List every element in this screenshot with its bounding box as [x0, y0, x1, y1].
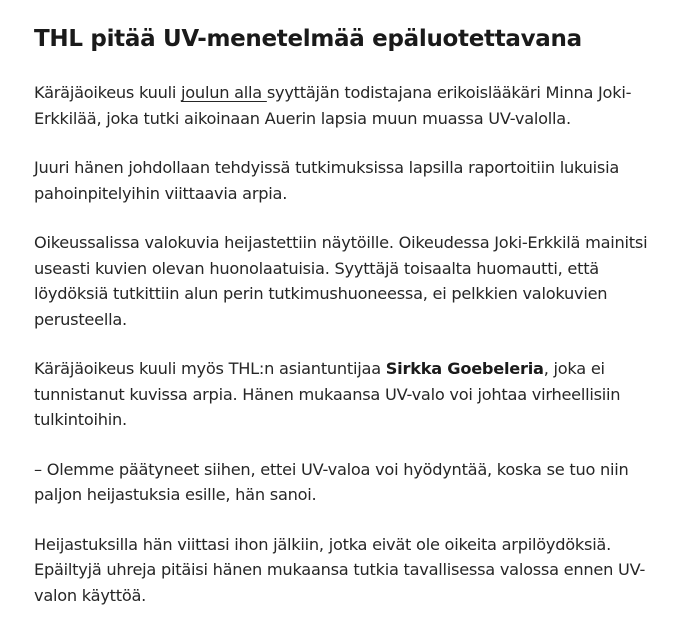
joulun-alla-link[interactable]: joulun alla	[181, 83, 267, 102]
expert-name: Sirkka Goebeleria	[385, 359, 544, 378]
quote-paragraph: – Olemme päätyneet siihen, ettei UV-valoa voi hyödyntää, koska se tuo niin paljon heijastuksia esille, hän sanoi.	[34, 459, 629, 504]
paragraph-3: Oikeussalissa valokuvia heijastettiin näytöille. Oikeudessa Joki-Erkkilä mainitsi useasti kuvien olevan huonolaatuisia. Syyttäjä toisaalta huomautti, että löydöksiä tutkittiin alun perin tutkimushuoneessa, ei pelkkien valokuvien perusteella.	[34, 233, 648, 329]
paragraph-2: Juuri hänen johdollaan tehdyissä tutkimuksissa lapsilla raportoitiin lukuisia pahoinpitelyihin viittaavia arpia.	[34, 158, 619, 203]
paragraph-1-text-start: Käräjäoikeus kuuli	[34, 83, 182, 102]
paragraph-1	[34, 80, 655, 131]
paragraph-4-text-start: Käräjäoikeus kuuli myös THL:n asiantuntijaa	[34, 359, 386, 378]
paragraph-4	[34, 356, 655, 433]
paragraph-1-text-end: syyttäjän todistajana erikoislääkäri Minna Joki-Erkkilää, joka tutki aikoinaan Auerin lapsia muun muassa UV-valolla.	[34, 83, 632, 128]
article-subheading: THL pitää UV-menetelmää epäluotettavana	[34, 26, 582, 52]
paragraph-6: Heijastuksilla hän viittasi ihon jälkiin, jotka eivät ole oikeita arpilöydöksiä. Epäiltyjä uhreja pitäisi hänen mukaansa tutkia tavallisessa valossa ennen UV-valon käyttöä.	[34, 534, 646, 605]
paragraph-4-text-end: , joka ei tunnistanut kuvissa arpia. Hänen mukaansa UV-valo voi johtaa virheellisiin tulkintoihin.	[34, 359, 621, 429]
